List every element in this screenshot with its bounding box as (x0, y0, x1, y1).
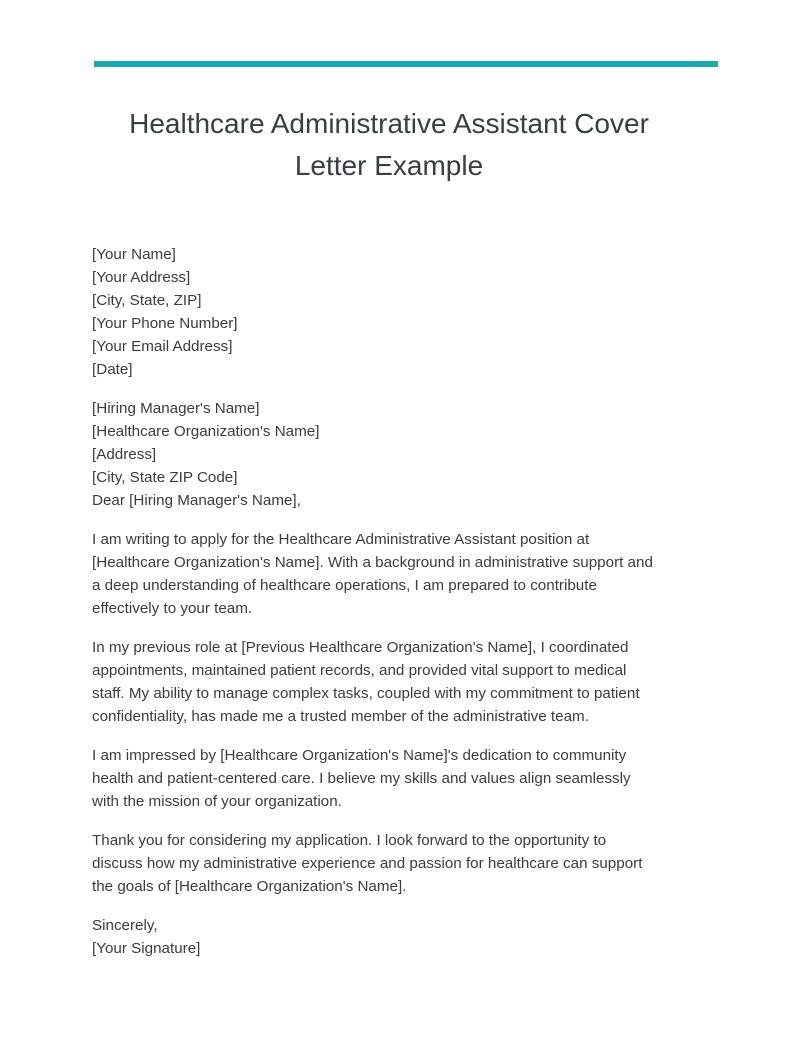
paragraph-line: [Healthcare Organization's Name]. With a background in administrative support and (92, 554, 653, 571)
title-line-2: Letter Example (294, 150, 484, 181)
title-line-1: Healthcare Administrative Assistant Cover (129, 108, 649, 139)
paragraph-line: staff. My ability to manage complex tasks, coupled with my commitment to patient (92, 685, 640, 702)
body-paragraph-2 (92, 636, 692, 728)
recipient-city-state-zip: [City, State ZIP Code] (92, 469, 238, 486)
paragraph-line: the goals of [Healthcare Organization's Name]. (92, 878, 407, 895)
sender-address-block (92, 243, 692, 381)
sender-name: [Your Name] (92, 246, 176, 263)
recipient-address-block (92, 397, 692, 512)
body-paragraph-1 (92, 528, 692, 620)
paragraph-line: discuss how my administrative experience and passion for healthcare can support (92, 855, 643, 872)
body-paragraph-3 (92, 744, 692, 813)
sender-city-state-zip: [City, State, ZIP] (92, 292, 202, 309)
sender-phone: [Your Phone Number] (92, 315, 238, 332)
paragraph-line: effectively to your team. (92, 600, 253, 617)
salutation: Dear [Hiring Manager's Name], (92, 492, 301, 509)
paragraph-line: I am impressed by [Healthcare Organization's Name]'s dedication to community (92, 747, 627, 764)
paragraph-line: a deep understanding of healthcare operations, I am prepared to contribute (92, 577, 597, 594)
paragraph-line: with the mission of your organization. (92, 793, 342, 810)
sender-email: [Your Email Address] (92, 338, 233, 355)
paragraph-line: confidentiality, has made me a trusted member of the administrative team. (92, 708, 589, 725)
recipient-name: [Hiring Manager's Name] (92, 400, 260, 417)
paragraph-line: health and patient-centered care. I believe my skills and values align seamlessly (92, 770, 631, 787)
paragraph-line: In my previous role at [Previous Healthcare Organization's Name], I coordinated (92, 639, 629, 656)
paragraph-line: I am writing to apply for the Healthcare Administrative Assistant position at (92, 531, 590, 548)
recipient-address: [Address] (92, 446, 157, 463)
paragraph-line: Thank you for considering my application. I look forward to the opportunity to (92, 832, 607, 849)
letter-date: [Date] (92, 361, 133, 378)
signature: [Your Signature] (92, 940, 201, 957)
closing: Sincerely, (92, 917, 158, 934)
accent-bar (94, 61, 718, 67)
sender-address: [Your Address] (92, 269, 191, 286)
document-title (94, 103, 684, 187)
body-paragraph-4 (92, 829, 692, 898)
recipient-organization: [Healthcare Organization's Name] (92, 423, 320, 440)
letter-body (92, 243, 692, 960)
paragraph-line: appointments, maintained patient records, and provided vital support to medical (92, 662, 627, 679)
closing-block (92, 914, 692, 960)
